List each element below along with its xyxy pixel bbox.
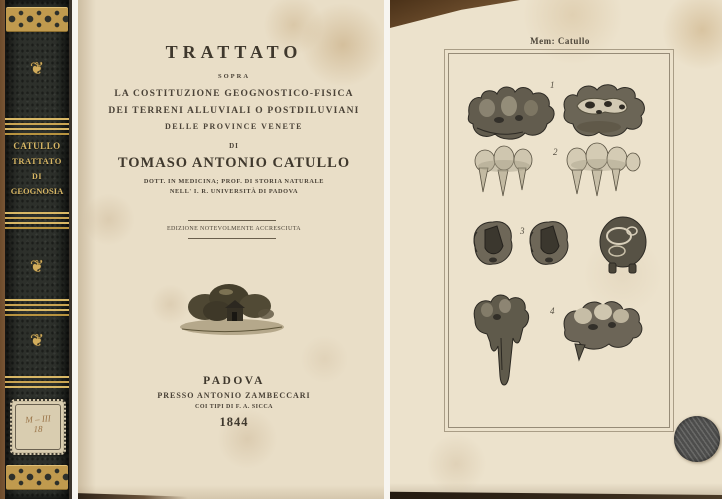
imprint-publisher: PRESSO ANTONIO ZAMBECCARI (157, 391, 311, 400)
spine-fleuron-ornament: ❦ (29, 331, 45, 350)
by-word: DI (229, 142, 239, 150)
imprint-year: 1844 (219, 415, 249, 429)
spine-title-block (5, 139, 69, 199)
spine-title-line: DI (32, 172, 42, 181)
teeth-engravings (449, 54, 669, 427)
spine-gilt-tailband-ornament (6, 465, 68, 490)
rule-line (188, 220, 276, 221)
spine-gilt-fillet-band (5, 212, 69, 229)
figure-number: 3 (520, 226, 525, 236)
spine-gilt-fillet-band (5, 376, 69, 390)
plate-border-frame (448, 53, 670, 428)
author-title-line: NELL' I. R. UNIVERSITÀ DI PADOVA (169, 188, 299, 195)
fossil-teeth-plate-photo (390, 0, 722, 499)
subtitle-line: DEI TERRENI ALLUVIALI O POSTDILUVIANI (108, 106, 360, 116)
spine-title-line: GEOGNOSIA (10, 186, 64, 196)
figure-number: 2 (553, 147, 558, 157)
subtitle-line: LA COSTITUZIONE GEOGNOSTICO-FISICA (114, 89, 354, 99)
light-teeth-row-right (567, 143, 640, 196)
shelf-mark-line: M – III (24, 413, 52, 425)
coin-scale-reference (674, 416, 720, 462)
vignette-engraving (176, 280, 288, 338)
rooted-molar (474, 295, 528, 385)
spine-title-line: TRATTATO (12, 156, 62, 166)
light-teeth-row-left (475, 146, 532, 196)
imprint-printer: COI TIPI DI F. A. SICCA (194, 404, 274, 410)
imprint-city: PADOVA (203, 375, 265, 387)
rule-line (188, 238, 276, 239)
subtitle-line: DELLE PROVINCE VENETE (164, 122, 304, 131)
premolar-dark-left (474, 222, 512, 265)
spine-leather (5, 0, 69, 499)
shelf-label-handwriting (15, 404, 61, 450)
author-title-line: DOTT. IN MEDICINA; PROF. DI STORIA NATURALE (143, 178, 325, 185)
book-spine-photo (0, 0, 72, 499)
premolar-dark-middle (530, 222, 568, 265)
molar-jaw-fragment (564, 302, 642, 360)
molar-crown-right (564, 85, 644, 136)
spine-gilt-headband-ornament (6, 7, 68, 32)
figure-number: 4 (550, 306, 555, 316)
book-title: TRATTATO (165, 42, 303, 62)
spine-gilt-fillet-band (5, 299, 69, 316)
spine-title-line: CATULLO (13, 141, 61, 151)
spine-gilt-fillet-band (5, 118, 69, 135)
shelf-mark-line: 18 (33, 423, 43, 435)
title-page-photo (78, 0, 386, 499)
title-over-word: SOPRA (217, 73, 251, 80)
edition-note: EDIZIONE NOTEVOLMENTE ACCRESCIUTA (166, 226, 302, 232)
spine-shelf-label (10, 399, 66, 455)
spine-fleuron-ornament: ❦ (29, 257, 45, 276)
author-name: TOMASO ANTONIO CATULLO (117, 155, 351, 171)
molar-crown-left (468, 87, 554, 139)
spine-fleuron-ornament: ❦ (29, 59, 45, 78)
plate-caption: Mem: Catullo (530, 36, 590, 46)
figure-number: 1 (550, 80, 555, 90)
ring-patterned-molar (600, 217, 646, 273)
